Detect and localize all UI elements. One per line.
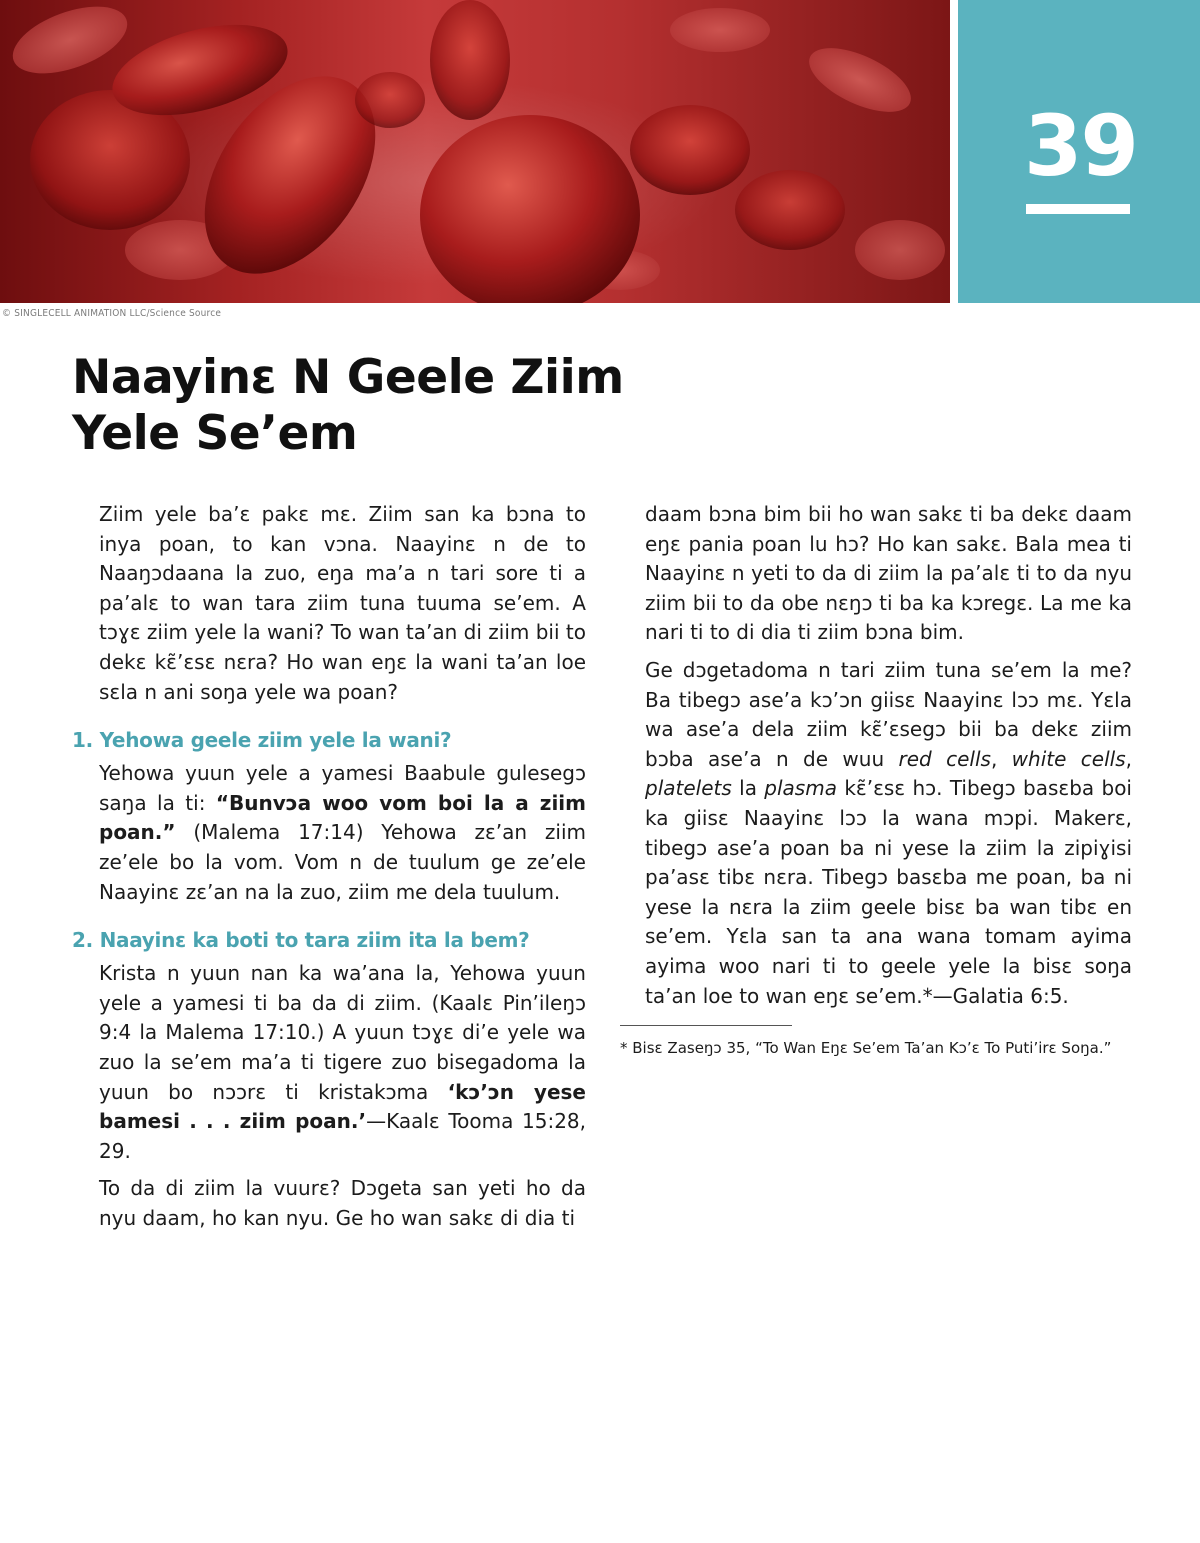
section-1-heading: 1. Yehowa geele ziim yele la wani? [72,728,452,753]
section-2-paragraph-2-start: To da di ziim la vuurɛ? Dɔgeta san yeti ho da nyu daam, ho kan nyu. Ge ho wan sakɛ di dia ti [99,1176,586,1230]
left-column [72,500,586,1241]
section-2-p1-end: —Kaalɛ Tooma 15:28, 29. [99,1109,587,1163]
section-1-text-start: Yehowa yuun yele a yamesi Baabule gulesegɔ saŋa la ti: [99,761,586,815]
title-line-1: Naayinɛ N Geele Ziim [72,350,624,405]
intro-paragraph: Ziim yele ba’ɛ pakɛ mɛ. Ziim san ka bɔna to inya poan, to kan vɔna. Naayinɛ n de to Naaŋɔdaana la zuo, eŋa ma’a n tari sore ti a pa’alɛ to wan tara ziim tuna tuuma se’em. A tɔɣɛ ziim yele la wani? To wan ta’an di ziim bii to dekɛ kɛ̃’ɛsɛ nɛra? Ho wan eŋɛ la wani ta’an loe sɛla n ani soŋa yele wa poan? [99,502,586,704]
section-2-heading: 2. Naayinɛ ka boti to tara ziim ita la bem? [72,928,530,953]
p3-term-platelets: platelets [645,776,732,801]
right-column [620,500,1132,1059]
hero-photo-blood-cells [0,0,950,303]
lesson-number-underline [1026,204,1130,214]
page-title [72,350,632,462]
section-2-paragraph-1 [99,959,586,1166]
p3-text-d: la [731,776,765,801]
section-1-paragraph [99,759,586,907]
section-2-p1-quote: ‘kɔ’ɔn yese bamesi . . . ziim poan.’ [99,1079,586,1134]
footnote: * Bisɛ Zaseŋɔ 35, “To Wan Eŋɛ Se’em Ta’an Kɔ’ɛ To Puti’irɛ Soŋa.” [620,1039,1112,1058]
section-2-paragraph-3 [645,656,1132,1011]
p3-term-white-cells: white cells [1011,746,1126,771]
section-1-scripture-quote: “Bunvɔa woo vom boi la a ziim poan.” [99,790,586,845]
lesson-number: 39 [1024,97,1137,195]
blood-cells-illustration [0,0,950,303]
footnote-divider [620,1025,792,1026]
p3-text-b: , [990,746,1012,771]
section-2-p1-start: Krista n yuun nan ka wa’ana la, Yehowa yuun yele a yamesi ti ba da di ziim. (Kaalɛ Pin’ileŋɔ 9:4 la Malema 17:10.) A yuun tɔɣɛ di’e yele wa zuo la se’em ma’a ti tigere zuo bisegadoma la yuun bo nɔɔrɛ ti kristakɔma [99,961,586,1104]
photo-credit: © SINGLECELL ANIMATION LLC/Science Source [2,308,222,319]
p3-text-a: Ge dɔgetadoma n tari ziim tuna se’em la me? Ba tibegɔ ase’a kɔ’ɔn giisɛ Naayinɛ lɔɔ mɛ. Yɛla wa ase’a dela ziim kɛ̃’ɛsegɔ bii ba dekɛ ziim bɔba ase’a n de wuu [645,657,1132,771]
title-line-2: Yele Se’em [72,406,358,461]
p3-term-red-cells: red cells [898,746,991,771]
section-1-text-end: (Malema 17:14) Yehowa zɛ’an ziim ze’ele bo la vom. Vom n de tuulum ge ze’ele Naayinɛ zɛ’an na la zuo, ziim me dela tuulum. [99,820,586,904]
p3-text-c: , [1125,746,1132,771]
p3-term-plasma: plasma [764,776,837,801]
section-2-paragraph-2-continued: daam bɔna bim bii ho wan sakɛ ti ba dekɛ daam eŋɛ pania poan lu hɔ? Ho kan sakɛ. Bala mea ti Naayinɛ n yeti to da di ziim la pa’alɛ ti to da nyu ziim bii to da obe nɛŋɔ ti ba ka kɔregɛ. La me ka nari ti to di dia ti ziim bɔna bim. [645,502,1132,645]
p3-text-e: kɛ̃’ɛsɛ hɔ. Tibegɔ basɛba boi ka giisɛ Naayinɛ lɔɔ la wana mɔpi. Makerɛ, tibegɔ ase’a poan ba ni yese la ziim la zipiɣisi pa’asɛ tibɛ nɛra. Tibegɔ basɛba me poan, ba ni yese la nɛra la ziim geele bisɛ ba wan tibɛ en se’em. Yɛla san ta ana wana tomam ayima ayima woo nari ti to geele yele la bisɛ soŋa ta’an loe to wan eŋɛ se’em.*—Galatia 6:5. [645,776,1132,1008]
